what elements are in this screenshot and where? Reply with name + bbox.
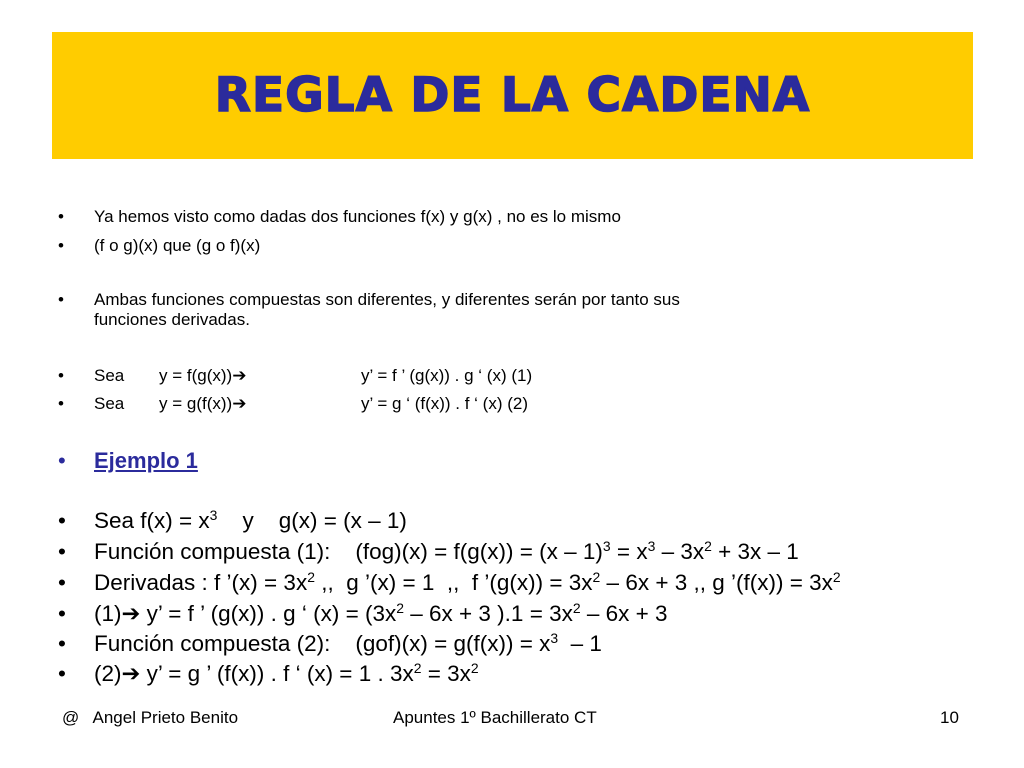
sea-label: Sea [94,394,125,413]
bullet-dot: • [58,661,66,686]
example-text: Sea $f(x) = x^3$ y g(x) = (x – 1) [94,507,407,533]
sea-function: y = g(f(x))➔ [159,394,247,414]
bullet-dot: • [58,448,66,473]
bullet-dot: • [58,236,64,255]
bullet-text: Ambas funciones compuestas son diferentes, y diferentes serán por tanto sus [94,290,680,309]
sea-function: y = f(g(x))➔ [159,366,247,386]
sea-derivative: y’ = f ’ (g(x)) . g ‘ (x) (1) [361,366,533,385]
bullet-dot: • [58,631,66,656]
footer-author: @ Angel Prieto Benito [62,708,239,727]
sea-label: Sea [94,366,125,385]
bullet-dot: • [58,508,66,533]
bullet-dot: • [58,601,66,626]
bullet-dot: • [58,539,66,564]
arrow-icon: ➔ [121,601,141,627]
title-band [52,32,973,159]
bullet-text: funciones derivadas. [94,310,250,329]
example-text: Función compuesta (2): $(gof)(x) = g(f(x)) = x^3 - 1$ [94,630,602,656]
slide-title: REGLA DE LA CADENA [214,68,811,123]
bullet-text: (f o g)(x) que (g o f)(x) [94,236,261,255]
bullet-text: Ya hemos visto como dadas dos funciones f(x) y g(x) , no es lo mismo [94,207,621,226]
example-text: (1)➔ y’ = f ’ (g(x)) . g ‘ $(x) = (3x^2 - 6x + 3$ )$.1 = 3x^2 - 6x + 3$ [94,600,668,627]
bullet-dot: • [58,290,64,309]
arrow-icon: ➔ [121,661,141,687]
example-text: (2)➔ y’ = g ’ (f(x)) . f ‘ (x) = 1 . $3x^2 = 3x^2$ [94,660,479,687]
example-text: Derivadas : f ’(x) = $3x^2$ ,, g ’(x) = 1 ,, f ’(g(x)) = $3x^2 - 6x + 3$ ,, g ’(f(x)) = $3x^2$ [94,569,841,595]
bullet-dot: • [58,394,64,413]
footer-course: Apuntes 1º Bachillerato CT [393,708,597,727]
arrow-icon: ➔ [232,394,247,414]
arrow-icon: ➔ [232,366,247,386]
example-heading: Ejemplo 1 [94,448,198,473]
example-text: Función compuesta (1): $(fog)(x) = f(g(x)) = (x - 1)^3 = x^3 - 3x^2 + 3x - 1$ [94,538,799,564]
bullet-dot: • [58,366,64,385]
bullet-dot: • [58,570,66,595]
sea-derivative: y’ = g ‘ (f(x)) . f ‘ (x) (2) [361,394,529,413]
footer-page-number: 10 [940,708,959,727]
bullet-dot: • [58,207,64,226]
